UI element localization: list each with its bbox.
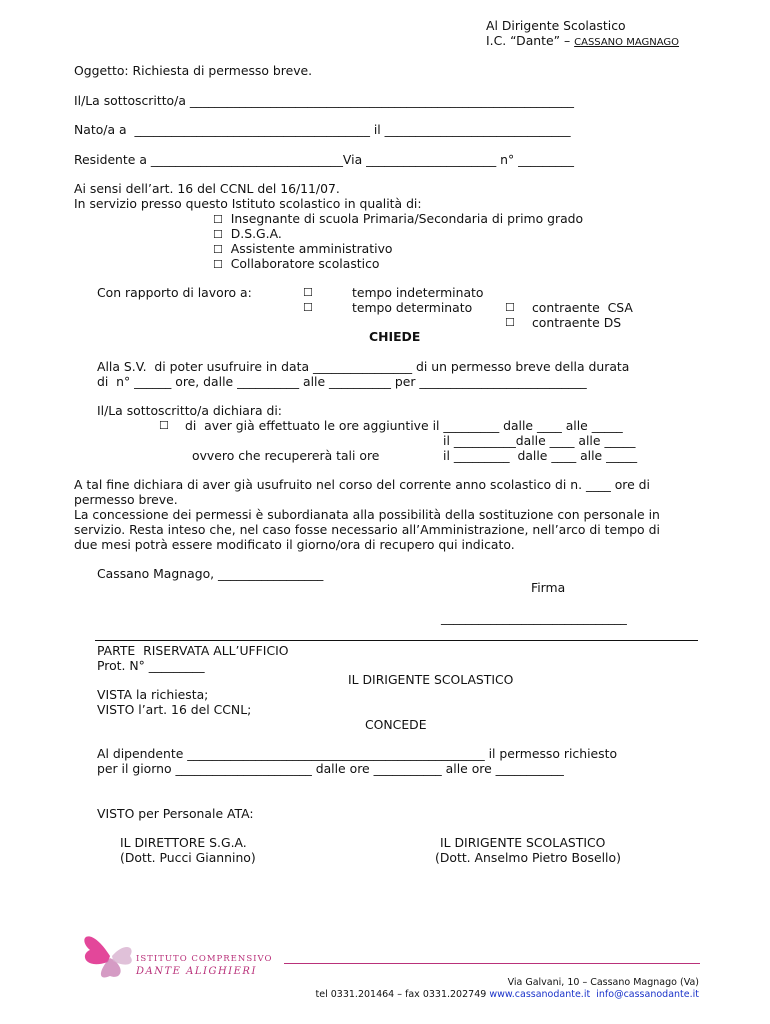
checkbox-icon[interactable]: ☐ bbox=[213, 228, 223, 241]
recipient-place: CASSANO MAGNAGO bbox=[574, 37, 680, 48]
subject-line: Oggetto: Richiesta di permesso breve. bbox=[74, 63, 313, 78]
website-link[interactable]: www.cassanodante.it bbox=[489, 989, 591, 1000]
logo-line-2: DANTE ALIGHIERI bbox=[136, 966, 257, 977]
checkbox-icon[interactable]: ☐ bbox=[303, 286, 313, 299]
request-line-1[interactable]: Alla S.V. di poter usufruire in data ________________ di un permesso breve della durata bbox=[97, 359, 630, 374]
giorno-field[interactable]: per il giorno ______________________ dalle ore ___________ alle ore ___________ bbox=[97, 761, 564, 776]
protocol-field[interactable]: Prot. N° _________ bbox=[97, 658, 205, 673]
intro-line-1: Ai sensi dell’art. 16 del CCNL del 16/11/07. bbox=[74, 181, 340, 196]
footer-contacts bbox=[316, 987, 699, 1002]
role-option[interactable] bbox=[213, 241, 393, 257]
section-divider bbox=[95, 640, 698, 641]
contract-csa: contraente CSA bbox=[532, 300, 633, 315]
checkbox-icon[interactable]: ☐ bbox=[303, 301, 313, 314]
resident-field[interactable]: Residente a _______________________________Via _____________________ n° _________ bbox=[74, 152, 574, 167]
declaration-line-3-label: ovvero che recupererà tali ore bbox=[192, 448, 380, 463]
ds-title: IL DIRIGENTE SCOLASTICO bbox=[440, 835, 606, 850]
checkbox-icon[interactable]: ☐ bbox=[159, 419, 169, 432]
intro-line-2: In servizio presso questo Istituto scolastico in qualità di: bbox=[74, 196, 422, 211]
contract-label: Con rapporto di lavoro a: bbox=[97, 285, 252, 300]
role-option[interactable] bbox=[213, 226, 282, 242]
declaration-line-3-values[interactable]: il _________ dalle ____ alle _____ bbox=[443, 448, 638, 463]
recipient-line-2 bbox=[486, 33, 679, 50]
paragraph-line: A tal fine dichiara di aver già usufruito nel corso del corrente anno scolastico di n. ____ ore di bbox=[74, 477, 650, 492]
dsga-title: IL DIRETTORE S.G.A. bbox=[120, 835, 247, 850]
checkbox-icon[interactable]: ☐ bbox=[505, 301, 515, 314]
role-option[interactable] bbox=[213, 256, 379, 272]
contract-determinato: tempo determinato bbox=[352, 300, 473, 315]
vista-line: VISTA la richiesta; bbox=[97, 687, 209, 702]
signature-line[interactable]: ______________________________ bbox=[441, 610, 627, 625]
checkbox-icon[interactable]: ☐ bbox=[213, 258, 223, 271]
role-label: Insegnante di scuola Primaria/Secondaria di primo grado bbox=[230, 211, 584, 226]
firma-label: Firma bbox=[531, 580, 566, 595]
school-logo bbox=[80, 924, 273, 986]
chiede-heading: CHIEDE bbox=[369, 329, 421, 344]
office-title: PARTE RISERVATA ALL’UFFICIO bbox=[97, 643, 289, 658]
role-label: Collaboratore scolastico bbox=[230, 256, 380, 271]
recipient-line-1: Al Dirigente Scolastico bbox=[486, 18, 626, 33]
paragraph-line: La concessione dei permessi è subordianata alla possibilità della sostituzione con personale in bbox=[74, 507, 660, 522]
checkbox-icon[interactable]: ☐ bbox=[213, 243, 223, 256]
recipient-school: I.C. “Dante” – bbox=[486, 33, 575, 48]
dipendente-field[interactable]: Al dipendente ________________________________________________ il permesso richiesto bbox=[97, 746, 618, 761]
contract-ds: contraente DS bbox=[532, 315, 622, 330]
visto-line: VISTO l’art. 16 del CCNL; bbox=[97, 702, 252, 717]
checkbox-icon[interactable]: ☐ bbox=[213, 213, 223, 226]
declaration-intro: Il/La sottoscritto/a dichiara di: bbox=[97, 403, 282, 418]
role-label: Assistente amministrativo bbox=[230, 241, 393, 256]
declaration-line-2[interactable]: il __________dalle ____ alle _____ bbox=[443, 433, 636, 448]
footer-address: Via Galvani, 10 – Cassano Magnago (Va) bbox=[507, 977, 699, 988]
email-link[interactable]: info@cassanodante.it bbox=[596, 989, 699, 1000]
paragraph-line: due mesi potrà essere modificato il giorno/ora di recupero qui indicato. bbox=[74, 537, 515, 552]
visto-ata-line: VISTO per Personale ATA: bbox=[97, 806, 254, 821]
declaration-line-1[interactable]: di aver già effettuato le ore aggiuntive il _________ dalle ____ alle _____ bbox=[185, 418, 623, 433]
dsga-name: (Dott. Pucci Giannino) bbox=[120, 850, 256, 865]
contract-indeterminato: tempo indeterminato bbox=[352, 285, 484, 300]
footer-divider bbox=[284, 963, 700, 964]
checkbox-icon[interactable]: ☐ bbox=[505, 316, 515, 329]
paragraph-line: permesso breve. bbox=[74, 492, 178, 507]
paragraph-line: servizio. Resta inteso che, nel caso fosse necessario all’Amministrazione, nell’arco di tempo di bbox=[74, 522, 660, 537]
butterfly-icon bbox=[80, 924, 140, 986]
undersigned-field[interactable]: Il/La sottoscritto/a ______________________________________________________________ bbox=[74, 93, 574, 108]
phone-fax: tel 0331.201464 – fax 0331.202749 bbox=[315, 989, 490, 1000]
logo-line-1: ISTITUTO COMPRENSIVO bbox=[136, 954, 273, 964]
concede-heading: CONCEDE bbox=[365, 717, 427, 732]
request-line-2[interactable]: di n° ______ ore, dalle __________ alle __________ per ___________________________ bbox=[97, 374, 587, 389]
born-at-field[interactable]: Nato/a a ______________________________________ il ______________________________ bbox=[74, 122, 571, 137]
dirigente-heading: IL DIRIGENTE SCOLASTICO bbox=[348, 672, 514, 687]
ds-name: (Dott. Anselmo Pietro Bosello) bbox=[435, 850, 621, 865]
place-date-field[interactable]: Cassano Magnago, _________________ bbox=[97, 566, 324, 581]
role-option[interactable] bbox=[213, 211, 583, 227]
role-label: D.S.G.A. bbox=[230, 226, 282, 241]
